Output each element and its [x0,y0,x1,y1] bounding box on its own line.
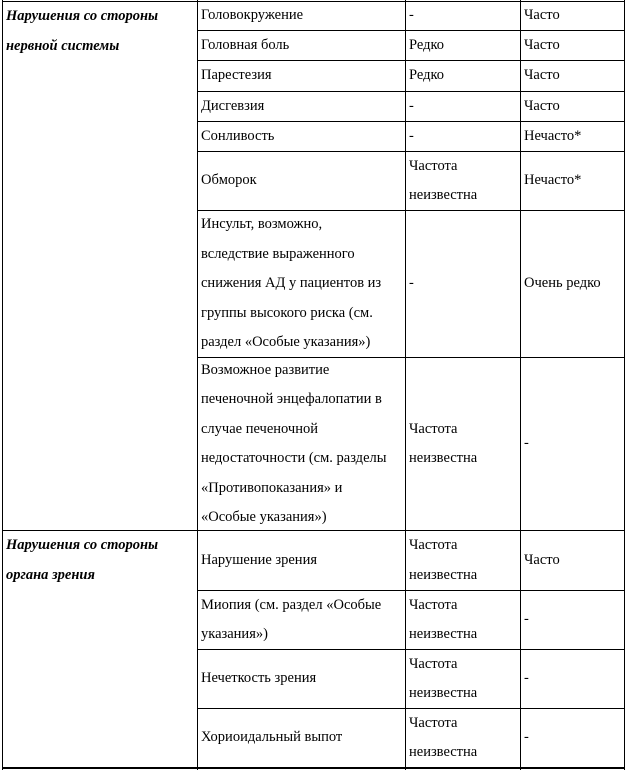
category-cell [3,531,197,767]
effect-cell-line: Головная боль [201,36,290,53]
frequency-cell-1 [406,211,520,357]
frequency-cell-1-line: Частота [409,655,458,672]
frequency-cell-2 [521,31,624,60]
effect-cell [198,31,405,60]
effect-cell-line: «Противопоказания» и [201,479,343,496]
group-top-border [2,1,625,2]
effect-cell-line: Хориоидальный выпот [201,729,343,746]
frequency-cell-2-line: Часто [524,7,560,24]
table-bottom-border [2,767,625,769]
effect-cell-line: Возможное развитие [201,361,330,378]
effect-cell [198,358,405,530]
frequency-cell-1-line: неизвестна [409,685,478,701]
frequency-cell-1-line: Частота [409,537,458,553]
frequency-cell-1 [406,709,520,767]
frequency-cell-2-line: Часто [524,67,560,84]
frequency-cell-2 [521,152,624,210]
frequency-cell-1-line: Частота [409,714,458,731]
frequency-cell-1-line: - [409,275,414,292]
frequency-cell-2 [521,2,624,30]
effect-cell [198,152,405,210]
frequency-cell-1-line: неизвестна [409,450,478,466]
frequency-cell-2-line: - [524,611,529,628]
column-border [197,0,198,770]
frequency-cell-2-line: - [524,729,529,746]
effect-cell [198,211,405,357]
effect-cell [198,122,405,151]
frequency-cell-2-line: Часто [524,551,560,568]
effect-cell-line: Головокружение [201,7,304,24]
frequency-cell-1-line: - [409,127,414,144]
frequency-cell-1-line: Частота [409,596,458,613]
frequency-cell-2 [521,531,624,590]
frequency-cell-1-line: Частота [409,157,458,174]
column-border [405,0,406,770]
frequency-cell-1 [406,358,520,530]
frequency-cell-2 [521,650,624,708]
effect-cell-line: «Особые указания») [201,509,327,525]
effect-cell [198,92,405,121]
effect-cell-line: Миопия (см. раздел «Особые [201,596,382,613]
frequency-cell-1-line: - [409,97,414,114]
frequency-cell-1 [406,92,520,121]
effect-cell-line: случае печеночной [201,420,318,437]
frequency-cell-2 [521,61,624,91]
frequency-cell-1-line: неизвестна [409,626,478,642]
column-border [520,0,521,770]
frequency-cell-1 [406,591,520,649]
effect-cell-line: группы высокого риска (см. [201,304,373,321]
effect-cell-line: Нечеткость зрения [201,670,317,687]
frequency-cell-2 [521,591,624,649]
frequency-cell-2 [521,358,624,530]
effect-cell-line: Нарушение зрения [201,551,317,568]
group-top-border [2,530,625,531]
category-cell-line: нервной системы [6,37,120,54]
effect-cell-line: печеночной энцефалопатии в [201,391,382,407]
frequency-cell-1 [406,122,520,151]
effect-cell [198,709,405,767]
frequency-cell-1 [406,2,520,30]
frequency-cell-2 [521,92,624,121]
frequency-cell-1 [406,61,520,91]
frequency-cell-2 [521,211,624,357]
frequency-cell-1 [406,152,520,210]
effect-cell-line: Дисгевзия [201,97,265,114]
frequency-cell-1-line: Частота [409,420,458,437]
effect-cell [198,61,405,91]
column-border [2,0,3,770]
category-cell-line: органа зрения [6,566,95,583]
column-border [624,0,625,770]
frequency-cell-2 [521,709,624,767]
effect-cell-line: указания») [201,626,268,642]
frequency-cell-1-line: Редко [409,67,445,84]
frequency-cell-2-line: Нечасто* [524,127,582,144]
frequency-cell-1-line: неизвестна [409,187,478,203]
frequency-cell-2-line: Часто [524,36,560,53]
frequency-cell-2-line: Очень редко [524,275,601,292]
frequency-cell-1 [406,31,520,60]
effect-cell [198,650,405,708]
effect-cell-line: Сонливость [201,127,275,144]
category-cell-line: Нарушения со стороны [6,537,159,553]
effect-cell-line: Парестезия [201,67,272,84]
frequency-cell-1-line: Редко [409,36,445,53]
category-cell-line: Нарушения со стороны [6,8,159,24]
effect-cell-line: недостаточности (см. разделы [201,450,387,466]
frequency-cell-1 [406,531,520,590]
frequency-cell-2 [521,122,624,151]
effect-cell-line: Инсульт, возможно, [201,216,323,233]
effect-cell [198,531,405,590]
effect-cell-line: вследствие выраженного [201,245,355,262]
effect-cell [198,2,405,30]
effect-cell-line: снижения АД у пациентов из [201,275,382,292]
frequency-cell-2-line: Нечасто* [524,172,582,189]
frequency-cell-1 [406,650,520,708]
frequency-cell-2-line: Часто [524,97,560,114]
effect-cell [198,591,405,649]
effect-cell-line: раздел «Особые указания») [201,334,371,351]
frequency-cell-1-line: неизвестна [409,744,478,760]
frequency-cell-2-line: - [524,670,529,687]
frequency-cell-1-line: неизвестна [409,566,478,583]
category-cell [3,2,197,530]
frequency-cell-2-line: - [524,435,529,452]
frequency-cell-1-line: - [409,7,414,24]
effect-cell-line: Обморок [201,172,257,189]
